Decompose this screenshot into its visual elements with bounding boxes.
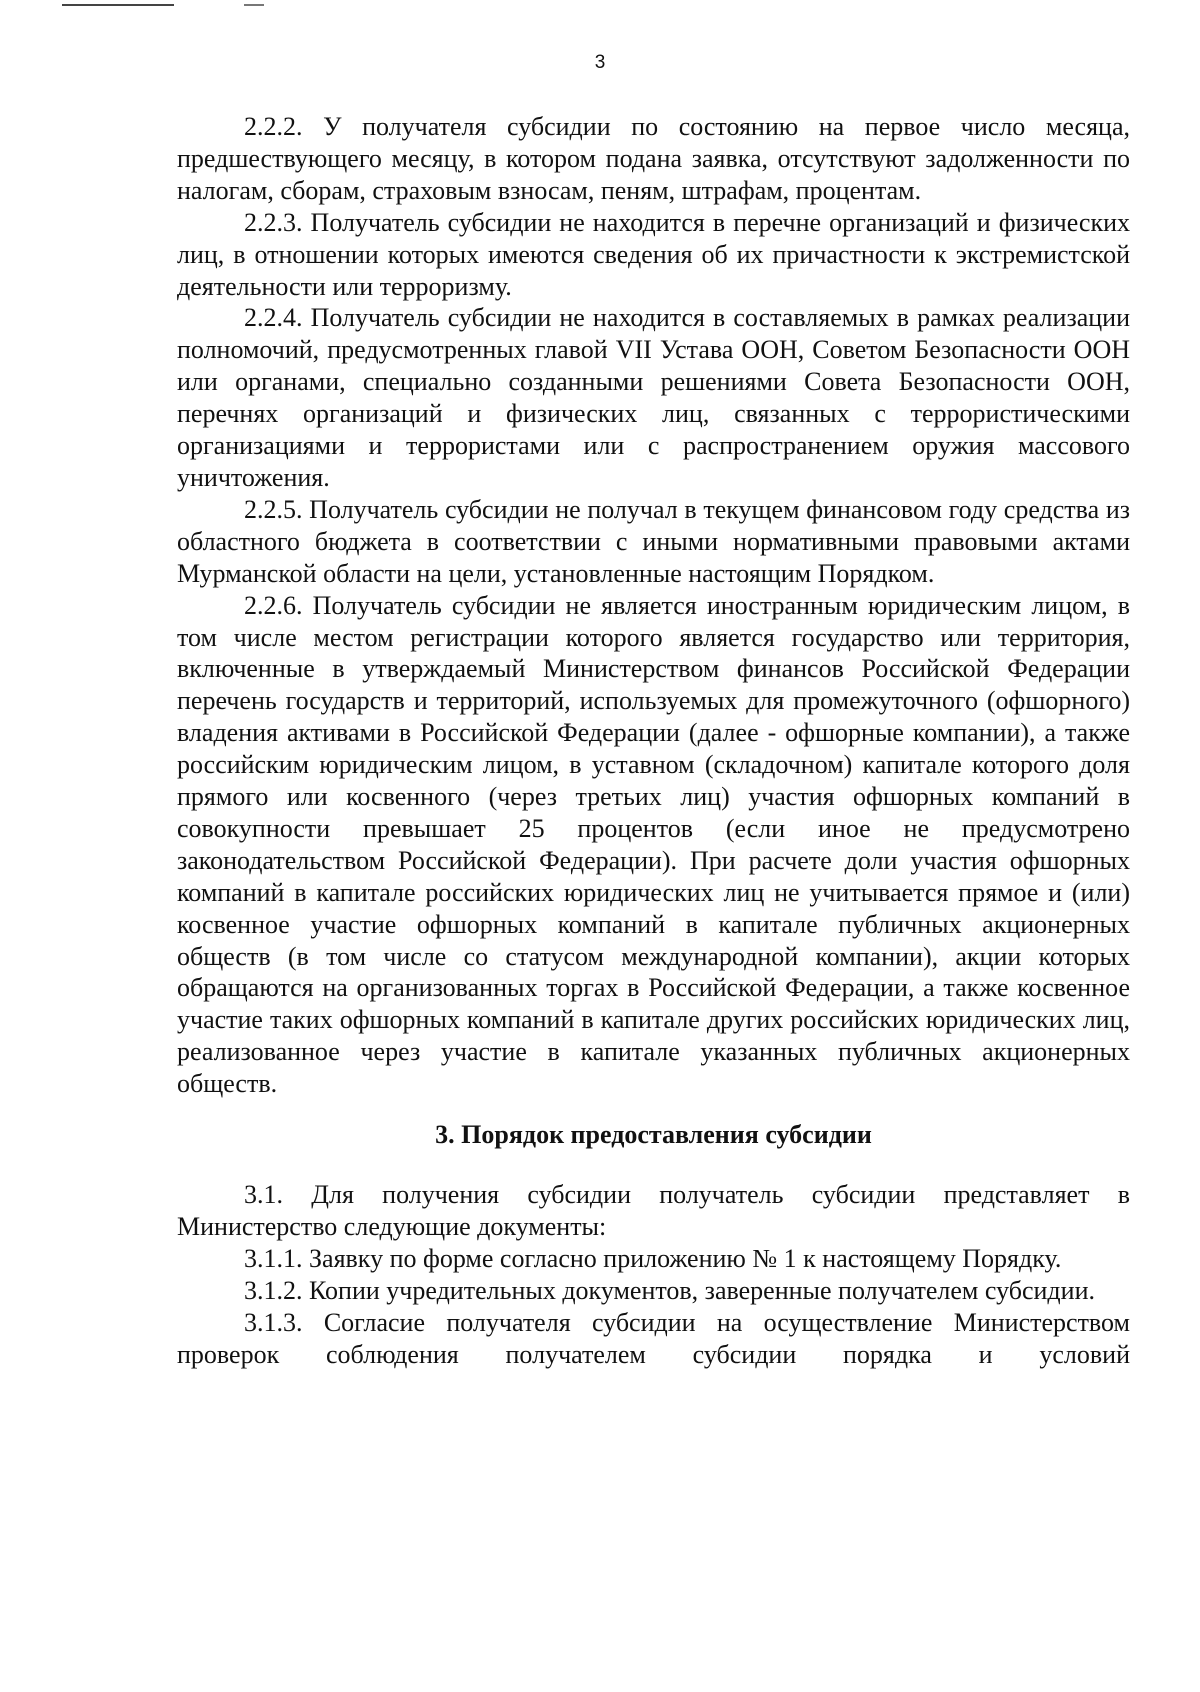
scan-artifact-line [244,4,264,6]
document-body [177,111,1130,1370]
scan-artifact-line [62,4,174,6]
paragraph-3-1-1: 3.1.1. Заявку по форме согласно приложению № 1 к настоящему Порядку. [244,1243,1062,1273]
paragraph-2-2-2: 2.2.2. У получателя субсидии по состоянию на первое число месяца, предшествующего месяцу, в котором подана заявка, отсутствуют задолженности по налогам, сборам, страховым взносам, пеням, штрафам, процентам. [177,112,1130,205]
section-heading: 3. Порядок предоставления субсидии [435,1120,872,1150]
page-number: 3 [594,52,606,73]
paragraph-3-1-3: 3.1.3. Согласие получателя субсидии на осуществление Министерством проверок соблюдения получателем субсидии порядка и условий [177,1307,1130,1369]
paragraph-3-1-2: 3.1.2. Копии учредительных документов, заверенные получателем субсидии. [244,1275,1095,1305]
paragraph-3-1: 3.1. Для получения субсидии получатель субсидии представляет в Министерство следующие документы: [177,1180,1130,1241]
paragraph-2-2-6: 2.2.6. Получатель субсидии не является иностранным юридическим лицом, в том числе местом регистрации которого является государство или территория, включенные в утверждаемый Министерством финансов Российской Федерации перечень государств и территорий, используемых для промежуточного (офшорного) владения активами в Российской Федерации (далее - офшорные компании), а также российским юридическим лицом, в уставном (складочном) капитале которого доля прямого или косвенного (через третьих лиц) участия офшорных компаний в совокупности превышает 25 процентов (если иное не предусмотрено законодательством Российской Федерации). При расчете доли участия офшорных компаний в капитале российских юридических лиц не учитывается прямое и (или) косвенное участие офшорных компаний в капитале публичных акционерных обществ (в том числе со статусом международной компании), акции которых обращаются на организованных торгах в Российской Федерации, а также косвенное участие таких офшорных компаний в капитале других российских юридических лиц, реализованное через участие в капитале указанных публичных акционерных обществ. [177,590,1130,1099]
paragraph-2-2-5: 2.2.5. Получатель субсидии не получал в текущем финансовом году средства из областного бюджета в соответствии с иными нормативными правовыми актами Мурманской области на цели, установленные настоящим Порядком. [177,494,1130,588]
paragraph-2-2-3: 2.2.3. Получатель субсидии не находится в перечне организаций и физических лиц, в отношении которых имеются сведения об их причастности к экстремистской деятельности или терроризму. [177,207,1130,301]
paragraph-2-2-4: 2.2.4. Получатель субсидии не находится в составляемых в рамках реализации полномочий, предусмотренных главой VII Устава ООН, Советом Безопасности ООН или органами, специально созданными решениями Совета Безопасности ООН, перечнях организаций и физических лиц, связанных с террористическими организациями и террористами или с распространением оружия массового уничтожения. [177,303,1130,492]
